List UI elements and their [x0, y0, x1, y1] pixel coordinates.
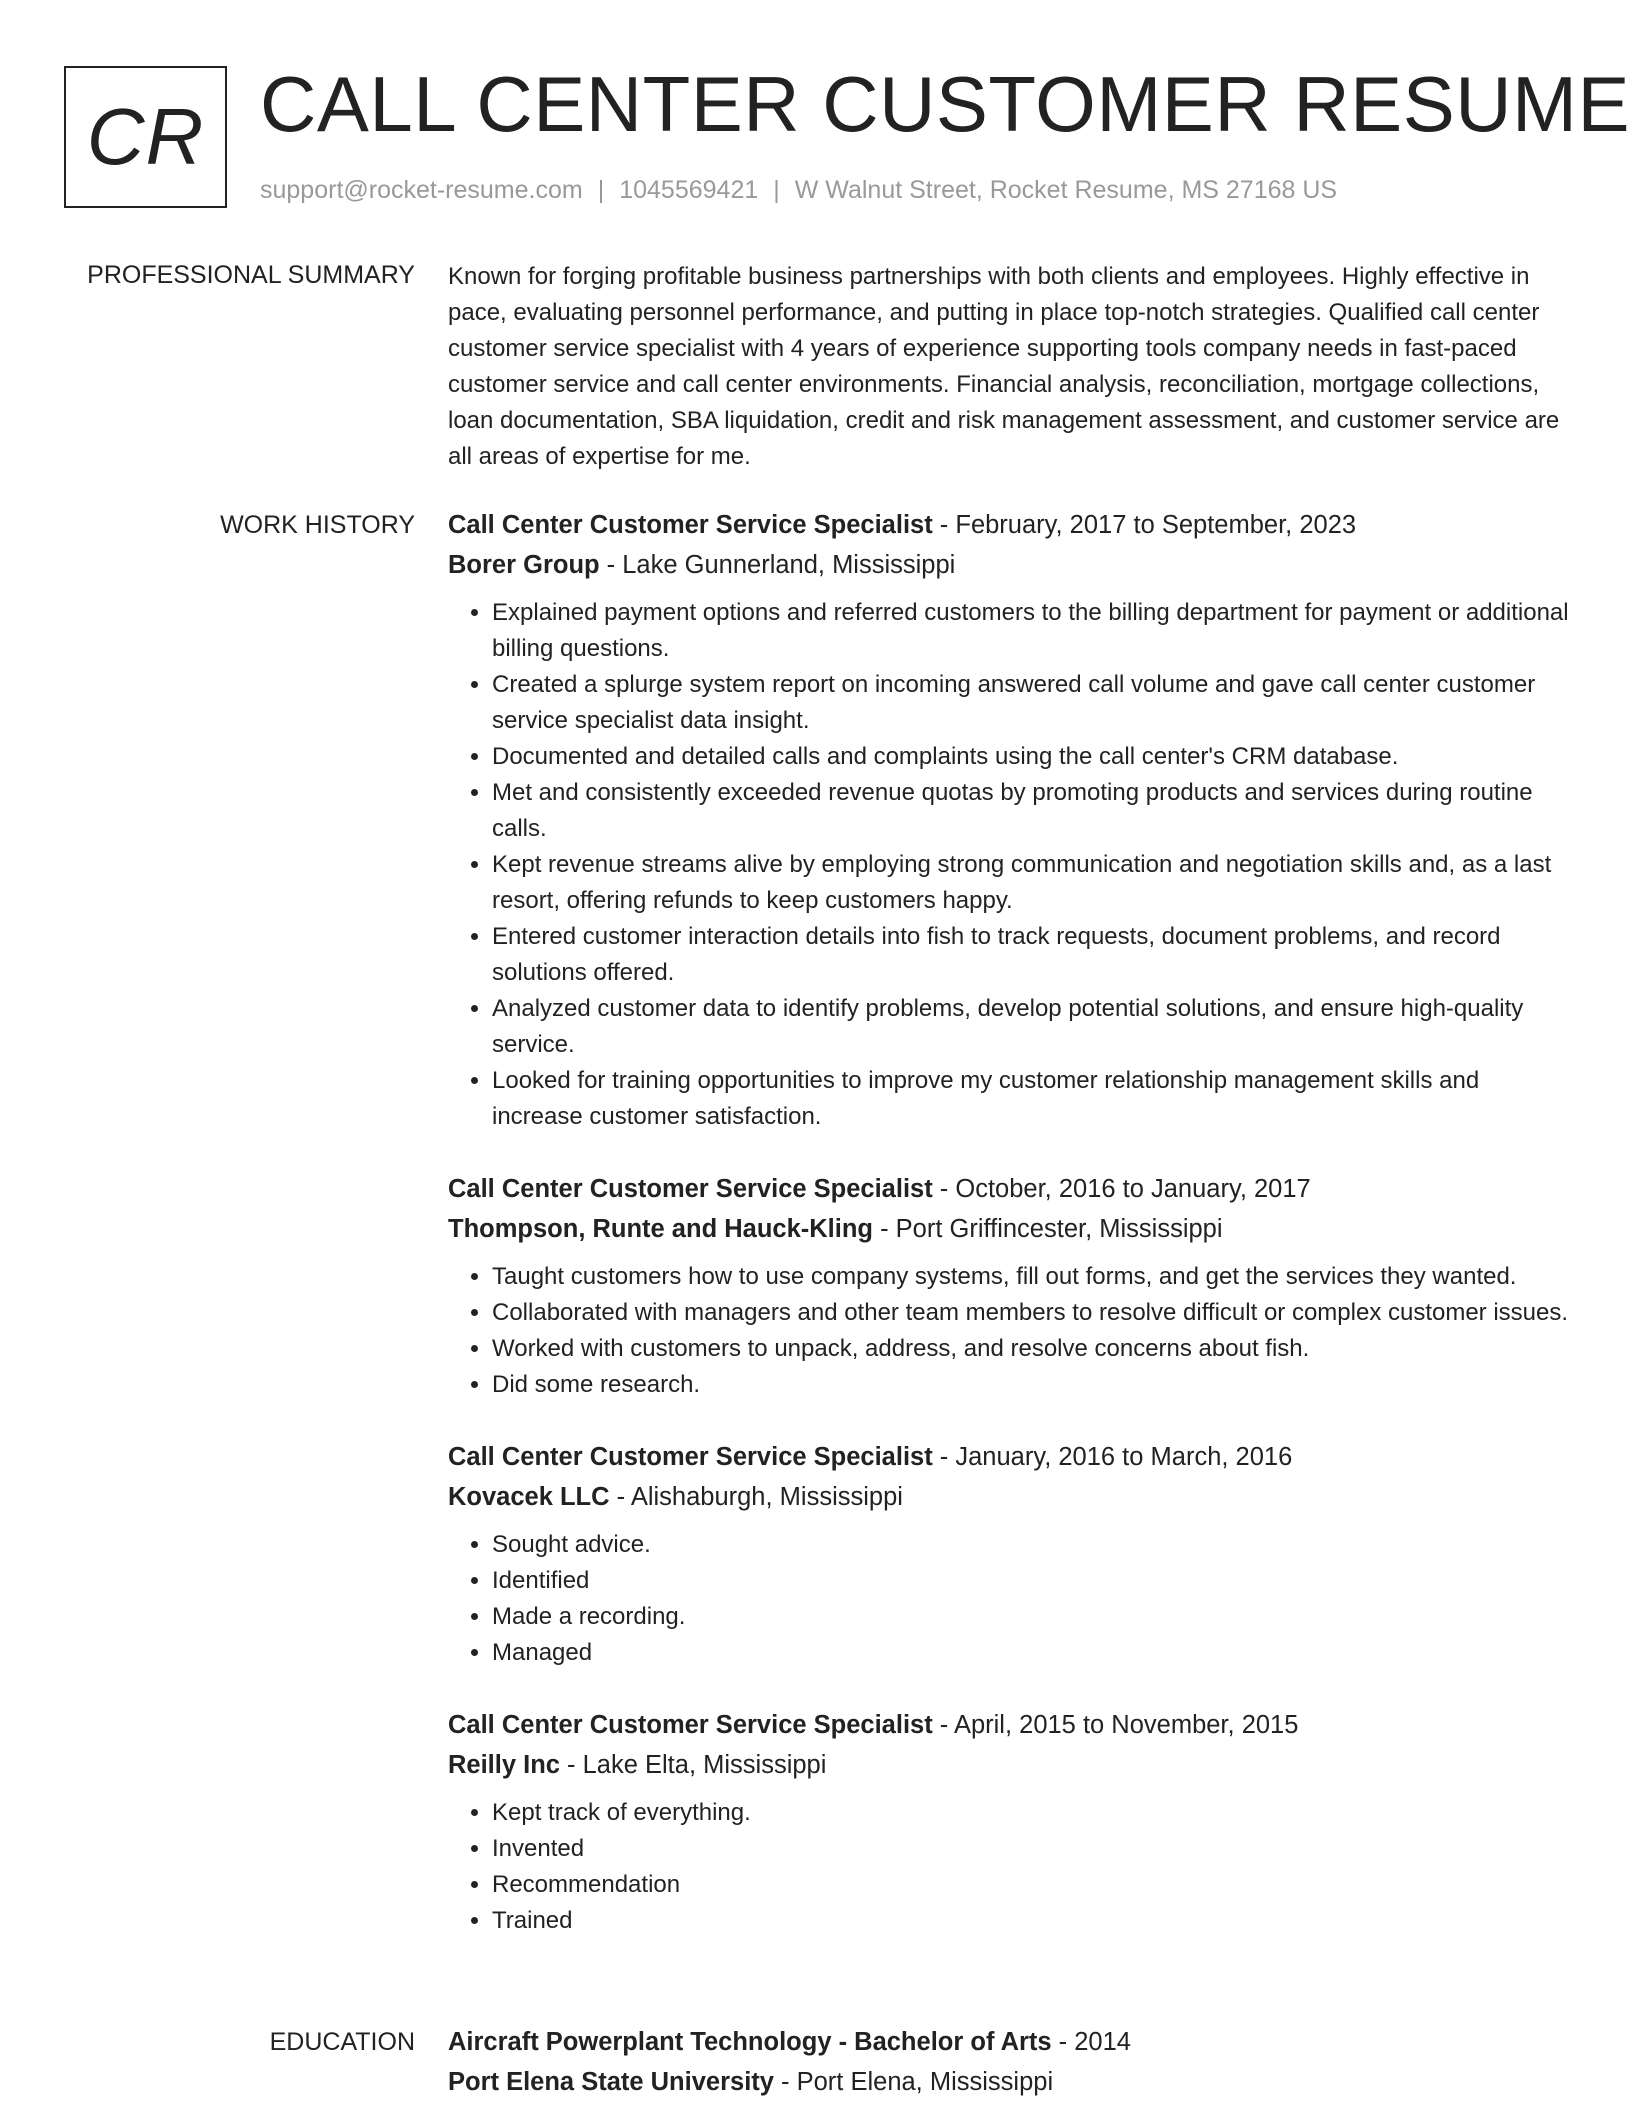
job-bullet: • Looked for training opportunities to improve my customer relationship management skills and increase customer satisfaction.	[492, 1063, 1572, 1135]
job-title: Call Center Customer Service Specialist	[448, 1175, 933, 1203]
work-history-heading: WORK HISTORY	[220, 511, 415, 539]
summary-body	[448, 259, 1572, 475]
job-company: Borer Group	[448, 551, 600, 579]
job-bullets	[448, 1795, 1572, 1939]
job-title: Call Center Customer Service Specialist	[448, 1711, 933, 1739]
job-company-line	[448, 1745, 1572, 1785]
contact-address: W Walnut Street, Rocket Resume, MS 27168 US	[794, 176, 1338, 204]
contact-email[interactable]: support@rocket-resume.com	[260, 176, 583, 204]
job-bullets	[448, 1527, 1572, 1671]
job-bullet: • Entered customer interaction details into fish to track requests, document problems, and record solutions offered.	[492, 919, 1572, 991]
job-location: - Lake Elta, Mississippi	[559, 1751, 827, 1779]
work-history-body	[448, 505, 1572, 1973]
job-title: Call Center Customer Service Specialist	[448, 511, 933, 539]
monogram-box	[64, 66, 227, 208]
job-location: - Lake Gunnerland, Mississippi	[599, 551, 956, 579]
education-degree-line	[448, 2022, 1572, 2062]
education-heading: EDUCATION	[269, 2028, 415, 2056]
job-title: Call Center Customer Service Specialist	[448, 1443, 933, 1471]
education-degree: Aircraft Powerplant Technology - Bachelor of Arts	[448, 2028, 1052, 2056]
contact-separator: |	[597, 176, 605, 204]
job-company: Kovacek LLC	[448, 1483, 610, 1511]
job-location: - Port Griffincester, Mississippi	[873, 1215, 1223, 1243]
job-entry	[448, 1169, 1572, 1403]
job-dates: - October, 2016 to January, 2017	[932, 1175, 1311, 1203]
job-bullet: • Collaborated with managers and other team members to resolve difficult or complex customer issues.	[492, 1295, 1572, 1331]
job-bullet: • Did some research.	[492, 1367, 1572, 1403]
job-bullet: • Worked with customers to unpack, address, and resolve concerns about fish.	[492, 1331, 1572, 1367]
contact-separator: |	[773, 176, 780, 204]
job-bullet: • Kept track of everything.	[492, 1795, 1572, 1831]
job-dates: - January, 2016 to March, 2016	[932, 1443, 1293, 1471]
job-title-line	[448, 505, 1572, 545]
education-year: - 2014	[1051, 2028, 1131, 2056]
job-bullet: • Identified	[492, 1563, 1572, 1599]
job-bullets	[448, 595, 1572, 1135]
job-bullet: • Made a recording.	[492, 1599, 1572, 1635]
job-company: Reilly Inc	[448, 1751, 560, 1779]
job-location: - Alishaburgh, Mississippi	[609, 1483, 903, 1511]
job-entry	[448, 505, 1572, 1135]
job-title-line	[448, 1705, 1572, 1745]
job-entry	[448, 1437, 1572, 1671]
job-company: Thompson, Runte and Hauck-Kling	[448, 1215, 873, 1243]
job-company-line	[448, 545, 1572, 585]
job-entry	[448, 1705, 1572, 1939]
job-dates: - February, 2017 to September, 2023	[932, 511, 1357, 539]
education-school: Port Elena State University	[448, 2068, 774, 2096]
job-company-line	[448, 1477, 1572, 1517]
job-bullets	[448, 1259, 1572, 1403]
education-school-line	[448, 2062, 1572, 2102]
job-bullet: • Analyzed customer data to identify problems, develop potential solutions, and ensure high-quality service.	[492, 991, 1572, 1063]
job-title-line	[448, 1437, 1572, 1477]
job-bullet: • Met and consistently exceeded revenue quotas by promoting products and services during routine calls.	[492, 775, 1572, 847]
job-bullet: • Explained payment options and referred customers to the billing department for payment or additional billing questions.	[492, 595, 1572, 667]
job-bullet: • Created a splurge system report on incoming answered call volume and gave call center customer service specialist data insight.	[492, 667, 1572, 739]
job-bullet: • Kept revenue streams alive by employing strong communication and negotiation skills and, as a last resort, offering refunds to keep customers happy.	[492, 847, 1572, 919]
summary-text: Known for forging profitable business partnerships with both clients and employees. Highly effective in pace, evaluating personnel performance, and putting in place top-notch strategies. Qualified call center customer service specialist with 4 years of experience supporting tools company needs in fast-paced customer service and call center environments. Financial analysis, reconciliation, mortgage collections, loan documentation, SBA liquidation, credit and risk management assessment, and customer service are all areas of expertise for me.	[448, 263, 1560, 470]
job-title-line	[448, 1169, 1572, 1209]
job-bullet: • Recommendation	[492, 1867, 1572, 1903]
resume-title: CALL CENTER CUSTOMER RESUME	[260, 60, 1631, 148]
contact-line	[260, 176, 1337, 205]
summary-heading: PROFESSIONAL SUMMARY	[87, 261, 415, 289]
job-dates: - April, 2015 to November, 2015	[932, 1711, 1299, 1739]
job-company-line	[448, 1209, 1572, 1249]
education-location: - Port Elena, Mississippi	[773, 2068, 1054, 2096]
monogram-initials: CR	[86, 92, 205, 181]
job-bullet: • Documented and detailed calls and complaints using the call center's CRM database.	[492, 739, 1572, 775]
contact-phone[interactable]: 1045569421	[619, 176, 759, 204]
job-bullet: • Trained	[492, 1903, 1572, 1939]
education-body	[448, 2022, 1572, 2102]
job-bullet: • Invented	[492, 1831, 1572, 1867]
job-bullet: • Managed	[492, 1635, 1572, 1671]
job-bullet: • Sought advice.	[492, 1527, 1572, 1563]
job-bullet: • Taught customers how to use company systems, fill out forms, and get the services they wanted.	[492, 1259, 1572, 1295]
